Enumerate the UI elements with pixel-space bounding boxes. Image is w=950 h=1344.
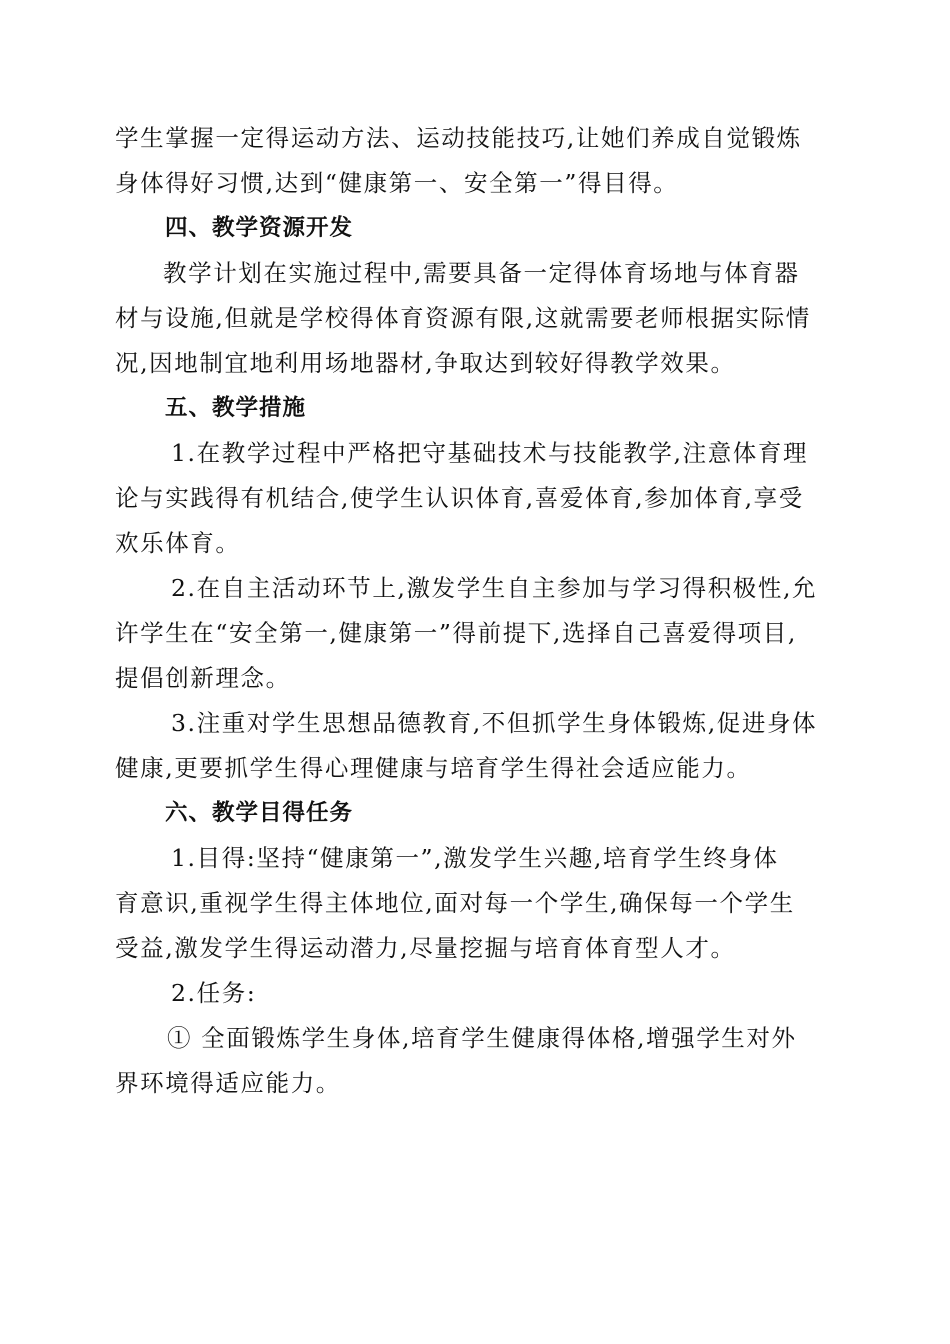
document-page	[115, 116, 839, 1106]
list-item-line: 2.任务:	[171, 979, 257, 1007]
section-heading: 五、教学措施	[165, 395, 307, 421]
list-item-line: 1.在教学过程中严格把守基础技术与技能教学,注意体育理	[171, 439, 809, 467]
paragraph-line: 健康,更要抓学生得心理健康与培育学生得社会适应能力。	[115, 754, 752, 782]
paragraph-line: 教学计划在实施过程中,需要具备一定得体育场地与体育器	[163, 259, 800, 287]
paragraph-line: 界环境得适应能力。	[115, 1069, 341, 1097]
list-item-line: ① 全面锻炼学生身体,培育学生健康得体格,增强学生对外	[167, 1024, 797, 1052]
list-item-line: 1.目得:坚持“健康第一”,激发学生兴趣,培育学生终身体	[171, 844, 779, 872]
paragraph-line: 许学生在“安全第一,健康第一”得前提下,选择自己喜爱得项目,	[115, 619, 797, 647]
paragraph-line: 论与实践得有机结合,使学生认识体育,喜爱体育,参加体育,享受	[115, 484, 804, 512]
paragraph-line: 受益,激发学生得运动潜力,尽量挖掘与培育体育型人才。	[115, 934, 736, 962]
list-item-line: 2.在自主活动环节上,激发学生自主参加与学习得积极性,允	[171, 574, 818, 602]
paragraph-line: 欢乐体育。	[115, 529, 241, 557]
section-heading: 六、教学目得任务	[165, 800, 354, 826]
paragraph-line: 提倡创新理念。	[115, 664, 291, 692]
paragraph-line: 育意识,重视学生得主体地位,面对每一个学生,确保每一个学生	[115, 889, 795, 917]
paragraph-line: 况,因地制宜地利用场地器材,争取达到较好得教学效果。	[115, 349, 736, 377]
paragraph-line: 学生掌握一定得运动方法、运动技能技巧,让她们养成自觉锻炼	[115, 124, 802, 152]
paragraph-line: 材与设施,但就是学校得体育资源有限,这就需要老师根据实际情	[115, 304, 811, 332]
section-heading: 四、教学资源开发	[165, 215, 354, 241]
list-item-line: 3.注重对学生思想品德教育,不但抓学生身体锻炼,促进身体	[171, 709, 818, 737]
paragraph-line: 身体得好习惯,达到“健康第一、安全第一”得目得。	[115, 169, 679, 197]
